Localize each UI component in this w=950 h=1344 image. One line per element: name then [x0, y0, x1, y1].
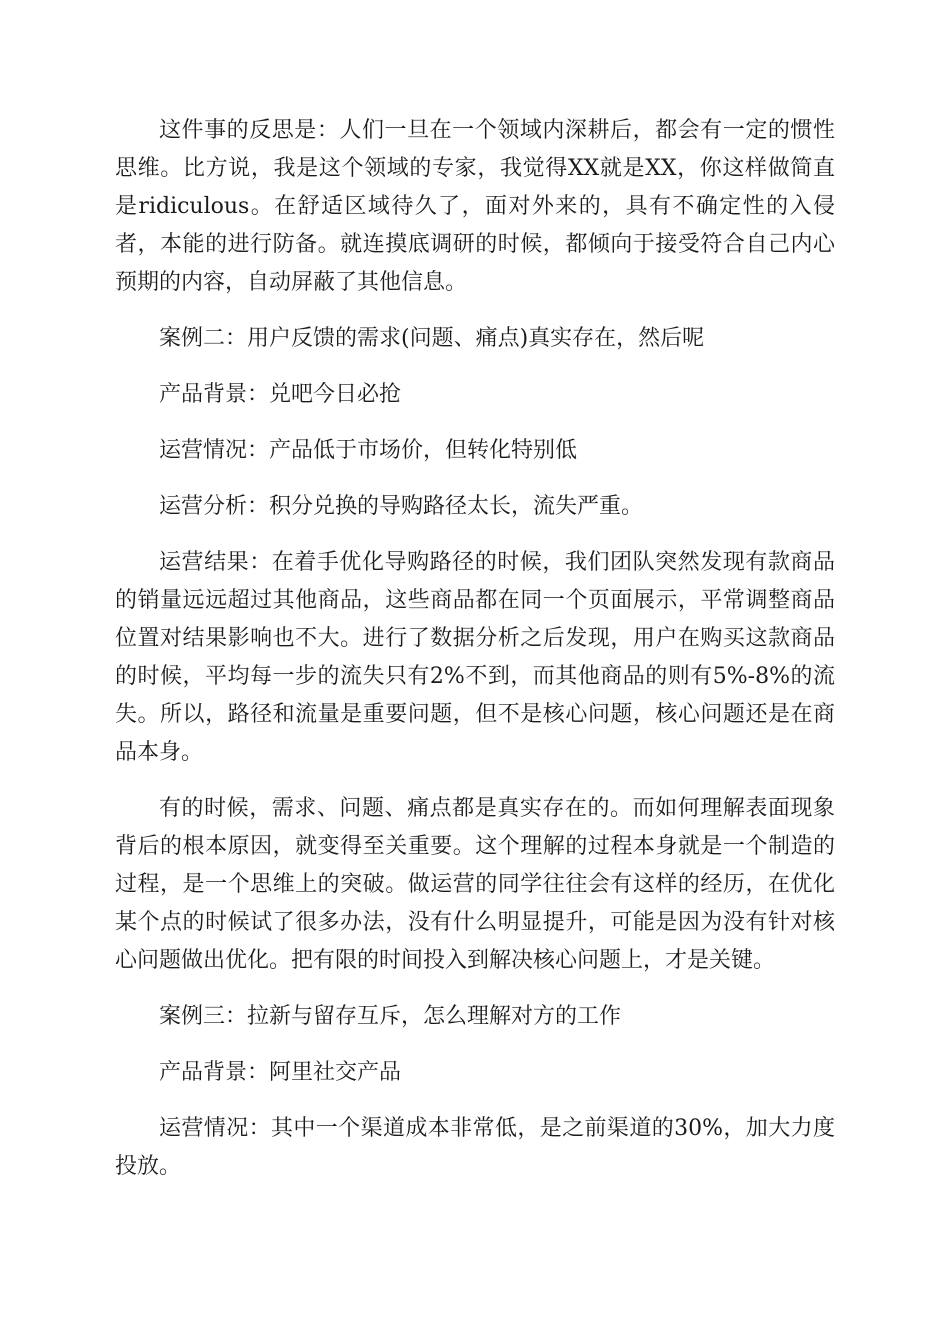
paragraph-reflection: 这件事的反思是：人们一旦在一个领域内深耕后，都会有一定的惯性思维。比方说，我是这个领域的专家，我觉得XX就是XX，你这样做简直是ridiculous。在舒适区域待久了，面对外来的，具有不确定性的入侵者，本能的进行防备。就连摸底调研的时候，都倾向于接受符合自己内心预期的内容，自动屏蔽了其他信息。	[115, 118, 835, 295]
paragraph-case-three-heading: 案例三：拉新与留存互斥，怎么理解对方的工作	[159, 1004, 622, 1029]
paragraph-operation-result: 运营结果：在着手优化导购路径的时候，我们团队突然发现有款商品的销量远远超过其他商品，这些商品都在同一个页面展示，平常调整商品位置对结果影响也不大。进行了数据分析之后发现，用户在购买这款商品的时候，平均每一步的流失只有2%不到，而其他商品的则有5%-8%的流失。所以，路径和流量是重要问题，但不是核心问题，核心问题还是在商品本身。	[115, 550, 835, 765]
paragraph-operation-status-2: 运营情况：其中一个渠道成本非常低，是之前渠道的30%，加大力度投放。	[115, 1116, 835, 1179]
paragraph-operation-status: 运营情况：产品低于市场价，但转化特别低	[159, 438, 578, 463]
paragraph-root-cause: 有的时候，需求、问题、痛点都是真实存在的。而如何理解表面现象背后的根本原因，就变得至关重要。这个理解的过程本身就是一个制造的过程，是一个思维上的突破。做运营的同学往往会有这样的经历，在优化某个点的时候试了很多办法，没有什么明显提升，可能是因为没有针对核心问题做出优化。把有限的时间投入到解决核心问题上，才是关键。	[115, 796, 835, 973]
paragraph-product-background: 产品背景：兑吧今日必抢	[159, 382, 402, 407]
document-body	[115, 112, 835, 1204]
paragraph-product-background-2: 产品背景：阿里社交产品	[159, 1060, 402, 1085]
paragraph-case-two-heading: 案例二：用户反馈的需求(问题、痛点)真实存在，然后呢	[159, 326, 705, 351]
paragraph-operation-analysis: 运营分析：积分兑换的导购路径太长，流失严重。	[159, 494, 644, 519]
